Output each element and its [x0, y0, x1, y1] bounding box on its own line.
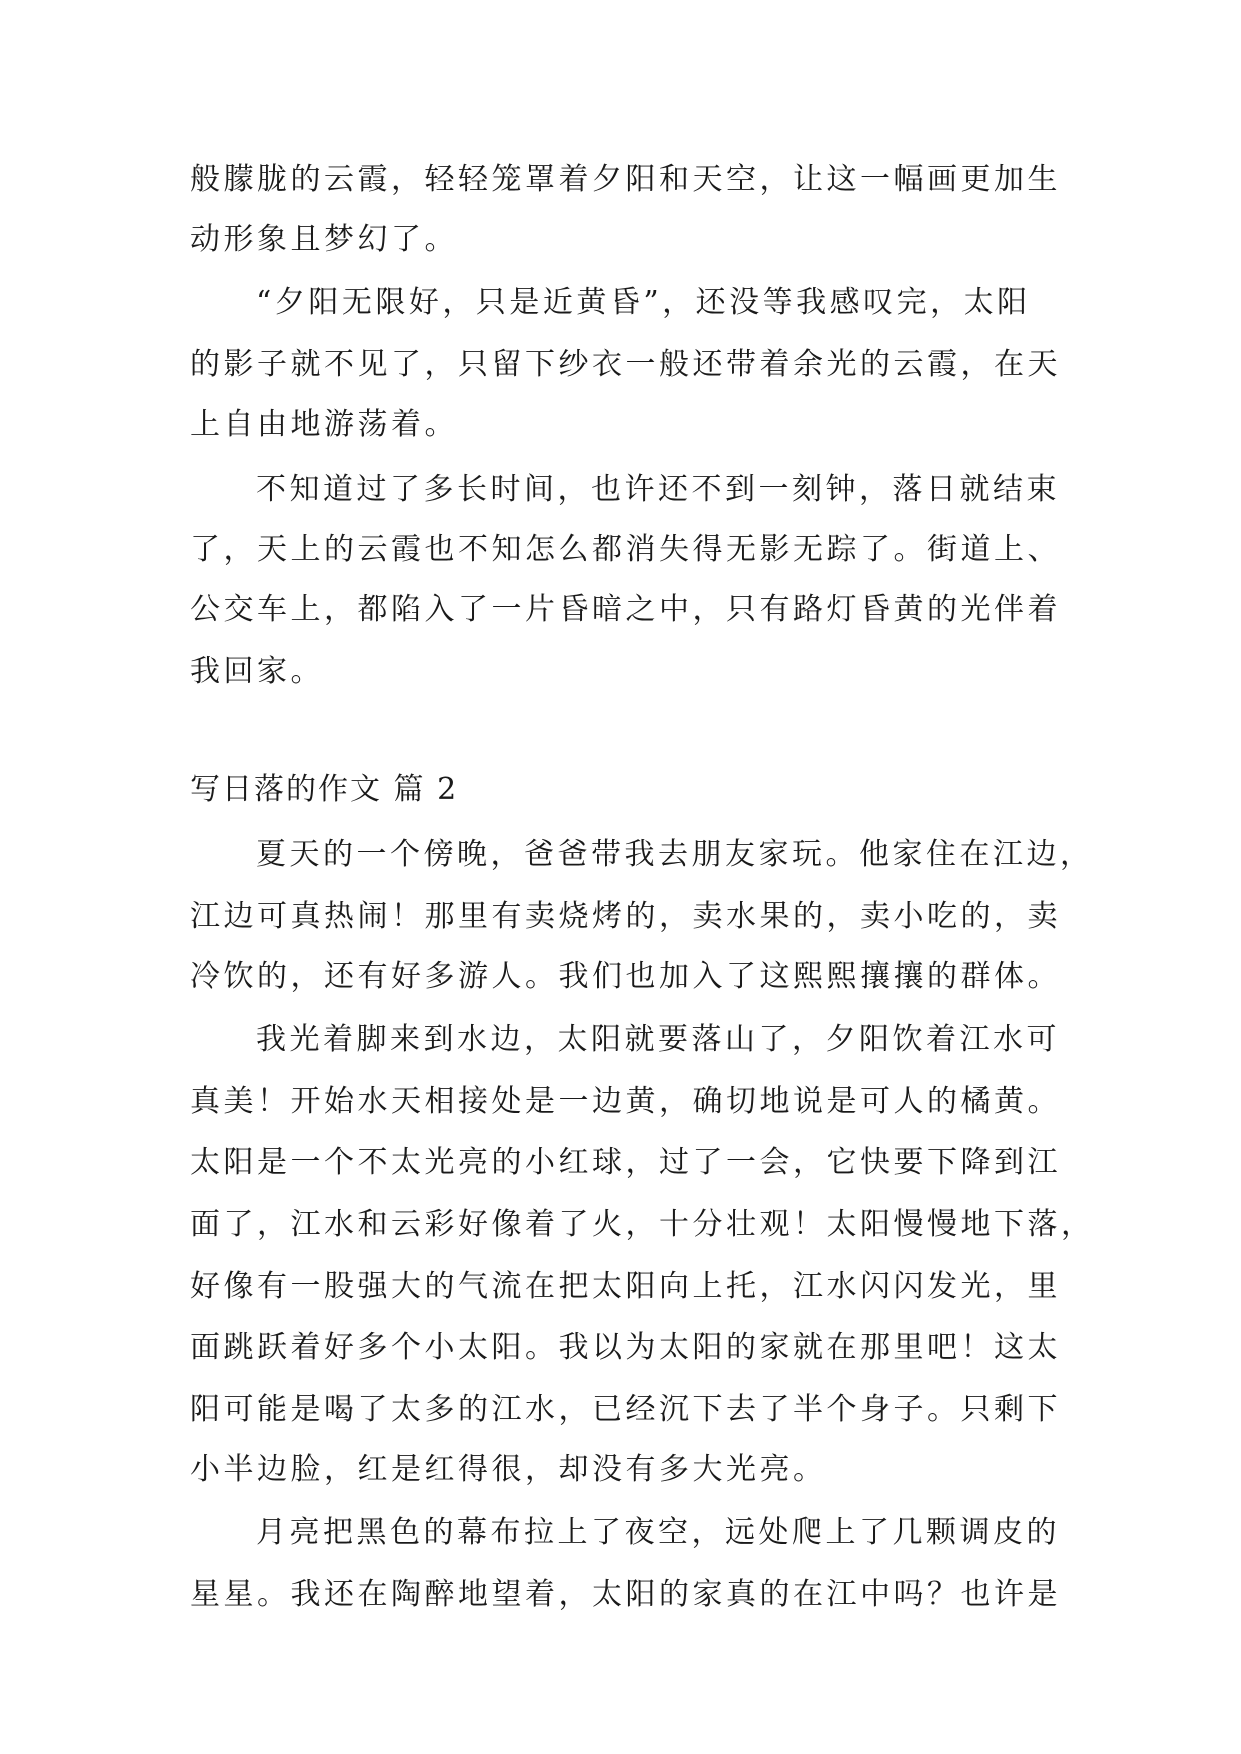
paragraph-5-line-4: 面了，江水和云彩好像着了火，十分壮观！太阳慢慢地下落，	[190, 1207, 1095, 1242]
paragraph-4-line-1: 夏天的一个傍晚，爸爸带我去朋友家玩。他家住在江边，	[256, 837, 1094, 872]
paragraph-2-line-3: 上自由地游荡着。	[190, 407, 458, 442]
paragraph-4-line-3: 冷饮的，还有好多游人。我们也加入了这熙熙攘攘的群体。	[190, 959, 1061, 994]
paragraph-4-line-2: 江边可真热闹！那里有卖烧烤的，卖水果的，卖小吃的，卖	[190, 899, 1061, 934]
paragraph-5-line-8: 小半边脸，红是红得很，却没有多大光亮。	[190, 1452, 827, 1487]
paragraph-3-line-4: 我回家。	[190, 654, 324, 689]
paragraph-5-line-5: 好像有一股强大的气流在把太阳向上托，江水闪闪发光，里	[190, 1269, 1061, 1304]
paragraph-3-line-1: 不知道过了多长时间，也许还不到一刻钟，落日就结束	[256, 472, 1060, 507]
paragraph-5-line-3: 太阳是一个不太光亮的小红球，过了一会，它快要下降到江	[190, 1145, 1061, 1180]
section-heading: 写日落的作文 篇 2	[190, 772, 459, 807]
paragraph-3-line-2: 了，天上的云霞也不知怎么都消失得无影无踪了。街道上、	[190, 532, 1061, 567]
paragraph-6-line-1: 月亮把黑色的幕布拉上了夜空，远处爬上了几颗调皮的	[256, 1515, 1060, 1550]
paragraph-1-line-1: 般朦胧的云霞，轻轻笼罩着夕阳和天空，让这一幅画更加生	[190, 162, 1061, 197]
paragraph-5-line-1: 我光着脚来到水边，太阳就要落山了，夕阳饮着江水可	[256, 1022, 1060, 1057]
paragraph-5-line-6: 面跳跃着好多个小太阳。我以为太阳的家就在那里吧！这太	[190, 1330, 1061, 1365]
paragraph-1-line-2: 动形象且梦幻了。	[190, 222, 458, 257]
paragraph-2-line-2: 的影子就不见了，只留下纱衣一般还带着余光的云霞，在天	[190, 347, 1061, 382]
paragraph-2-line-1: “夕阳无限好，只是近黄昏”，还没等我感叹完，太阳	[256, 285, 1031, 320]
paragraph-5-line-7: 阳可能是喝了太多的江水，已经沉下去了半个身子。只剩下	[190, 1392, 1061, 1427]
paragraph-5-line-2: 真美！开始水天相接处是一边黄，确切地说是可人的橘黄。	[190, 1084, 1061, 1119]
paragraph-6-line-2: 星星。我还在陶醉地望着，太阳的家真的在江中吗？也许是	[190, 1577, 1061, 1612]
paragraph-3-line-3: 公交车上，都陷入了一片昏暗之中，只有路灯昏黄的光伴着	[190, 592, 1061, 627]
